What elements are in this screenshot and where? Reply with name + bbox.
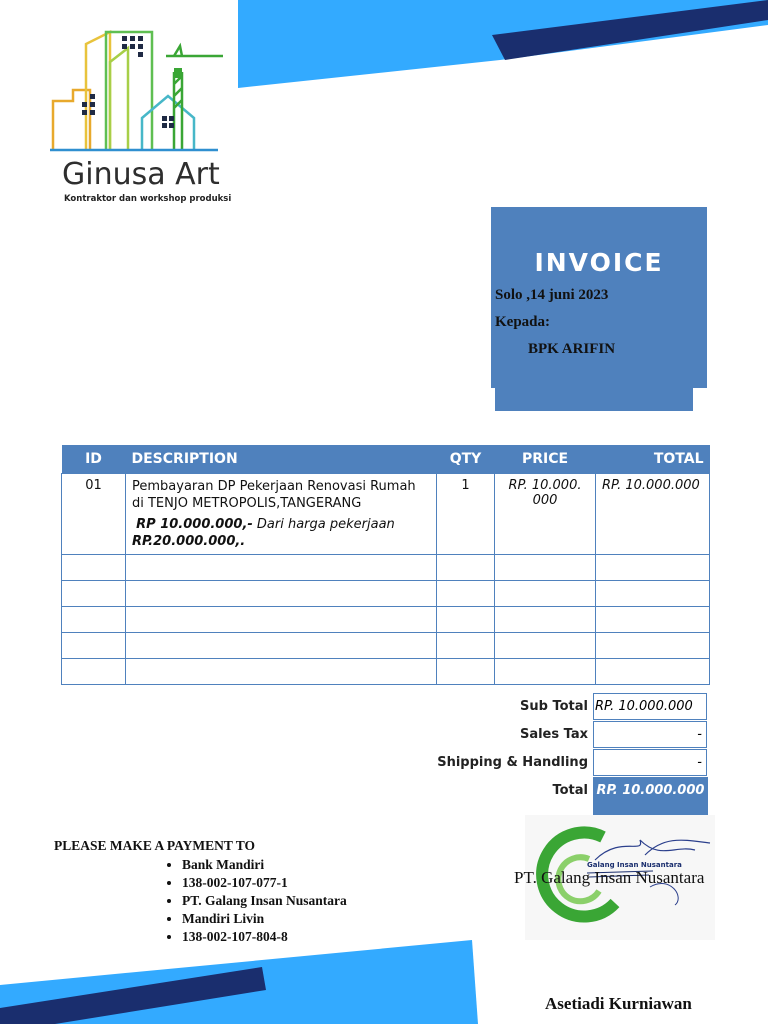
table-row	[62, 659, 710, 685]
list-item: • PT. Galang Insan Nusantara	[182, 892, 347, 910]
signer-name: Asetiadi Kurniawan	[545, 994, 692, 1013]
total-value: RP. 10.000.000	[593, 777, 708, 837]
header-id: ID	[62, 445, 126, 474]
header-description: DESCRIPTION	[126, 445, 437, 474]
dp-note: Dari harga pekerjaan	[252, 517, 395, 532]
shipping-value: -	[593, 749, 707, 776]
recipient-name: BPK ARIFIN	[528, 341, 616, 357]
total-label: Total	[552, 783, 588, 798]
row-price: RP. 10.000. 000	[495, 474, 596, 555]
table-row	[62, 607, 710, 633]
row-description-text: Pembayaran DP Pekerjaan Renovasi Rumah di TENJO METROPOLIS,TANGERANG	[132, 479, 416, 511]
dp-amount: RP 10.000.000,-	[136, 517, 253, 532]
header-total: TOTAL	[596, 445, 710, 474]
invoice-header-box-extension	[495, 388, 693, 411]
table-header-row	[62, 445, 710, 474]
header-price: PRICE	[495, 445, 596, 474]
company-name: PT. Galang Insan Nusantara	[514, 868, 705, 887]
invoice-title: INVOICE	[534, 248, 664, 277]
table-row	[62, 581, 710, 607]
recipient-label: Kepada:	[495, 314, 551, 330]
brand-tagline: Kontraktor dan workshop produksi	[64, 194, 232, 204]
stamp-text: Galang Insan Nusantara	[587, 861, 682, 869]
row-id: 01	[62, 474, 126, 555]
table-row	[62, 474, 710, 555]
subtotal-label: Sub Total	[520, 699, 588, 714]
row-qty: 1	[437, 474, 495, 555]
list-item: • 138-002-107-077-1	[182, 874, 347, 892]
header-qty: QTY	[437, 445, 495, 474]
row-description-dp	[132, 516, 430, 550]
full-amount: RP.20.000.000,.	[132, 534, 246, 549]
ginusa-art-logo	[48, 26, 233, 156]
payment-list	[143, 856, 347, 946]
invoice-date: Solo ,14 juni 2023	[495, 287, 609, 303]
table-row	[62, 555, 710, 581]
table-row	[62, 633, 710, 659]
list-item: • Mandiri Livin	[182, 910, 347, 928]
row-description	[126, 474, 437, 555]
brand-name: Ginusa Art	[62, 157, 220, 192]
row-total: RP. 10.000.000	[596, 474, 710, 555]
invoice-items-table	[61, 445, 710, 685]
subtotal-value: RP. 10.000.000	[593, 693, 707, 720]
sales-tax-label: Sales Tax	[519, 727, 588, 742]
list-item: • 138-002-107-804-8	[182, 928, 347, 946]
list-item: • Bank Mandiri	[182, 856, 347, 874]
payment-title: PLEASE MAKE A PAYMENT TO	[54, 838, 256, 853]
shipping-label: Shipping & Handling	[437, 755, 588, 770]
sales-tax-value: -	[593, 721, 707, 748]
